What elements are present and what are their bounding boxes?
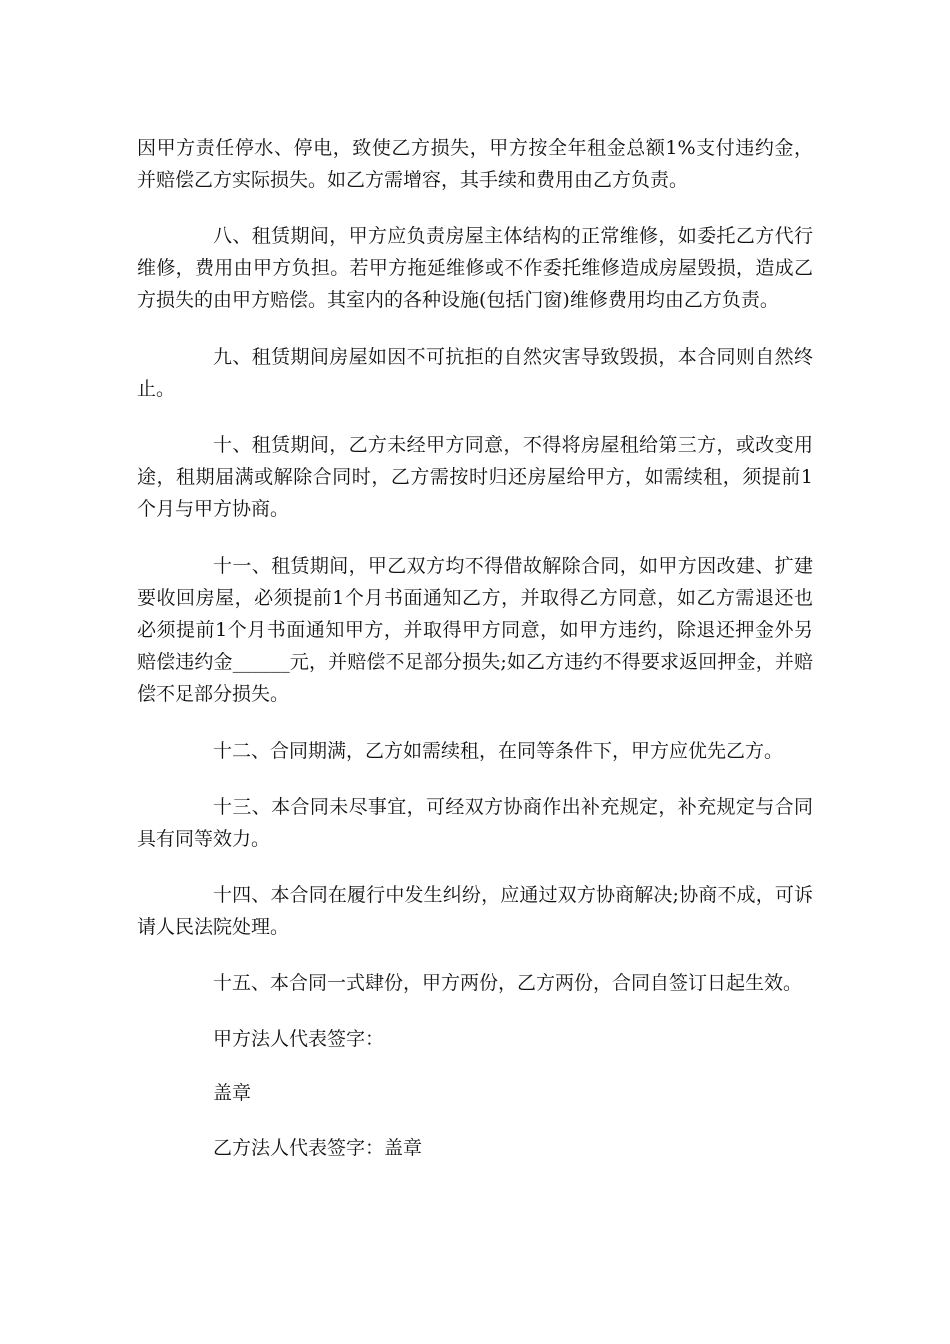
party-a-signature-label: 甲方法人代表签字： [213, 1028, 385, 1050]
party-b-signature-label: 乙方法人代表签字：盖章 [213, 1137, 423, 1159]
clause-15-copies: 十五、本合同一式肆份，甲方两份，乙方两份，合同自签订日起生效。 [213, 972, 803, 994]
paragraph-continuation-utilities: 因甲方责任停水、停电，致使乙方损失，甲方按全年租金总额1%支付违约金，并赔偿乙方实际损失。如乙方需增容，其手续和费用由乙方负责。 [137, 137, 813, 191]
clause-12-renewal: 十二、合同期满，乙方如需续租，在同等条件下，甲方应优先乙方。 [213, 740, 784, 762]
clause-10-sublease: 十、租赁期间，乙方未经甲方同意，不得将房屋租给第三方，或改变用途，租期届满或解除合同时，乙方需按时归还房屋给甲方，如需续租，须提前1个月与甲方协商。 [137, 434, 813, 520]
clause-8-maintenance: 八、租赁期间，甲方应负责房屋主体结构的正常维修，如委托乙方代行维修，费用由甲方负担。若甲方拖延维修或不作委托维修造成房屋毁损，造成乙方损失的由甲方赔偿。其室内的各种设施(包括门窗)维修费用均由乙方负责。 [137, 225, 813, 311]
clause-9-force-majeure: 九、租赁期间房屋如因不可抗拒的自然灾害导致毁损，本合同则自然终止。 [137, 346, 813, 400]
clause-13-supplement: 十三、本合同未尽事宜，可经双方协商作出补充规定，补充规定与合同具有同等效力。 [137, 796, 813, 850]
party-a-seal-label: 盖章 [213, 1082, 252, 1104]
clause-14-disputes: 十四、本合同在履行中发生纠纷，应通过双方协商解决;协商不成，可诉请人民法院处理。 [137, 884, 813, 938]
clause-11-termination: 十一、租赁期间，甲乙双方均不得借故解除合同，如甲方因改建、扩建要收回房屋，必须提前1个月书面通知乙方，并取得乙方同意，如乙方需退还也必须提前1个月书面通知甲方，并取得甲方同意，如甲方违约，除退还押金外另赔偿违约金______元，并赔偿不足部分损失;如乙方违约不得要求返回押金，并赔偿不足部分损失。 [137, 555, 813, 705]
